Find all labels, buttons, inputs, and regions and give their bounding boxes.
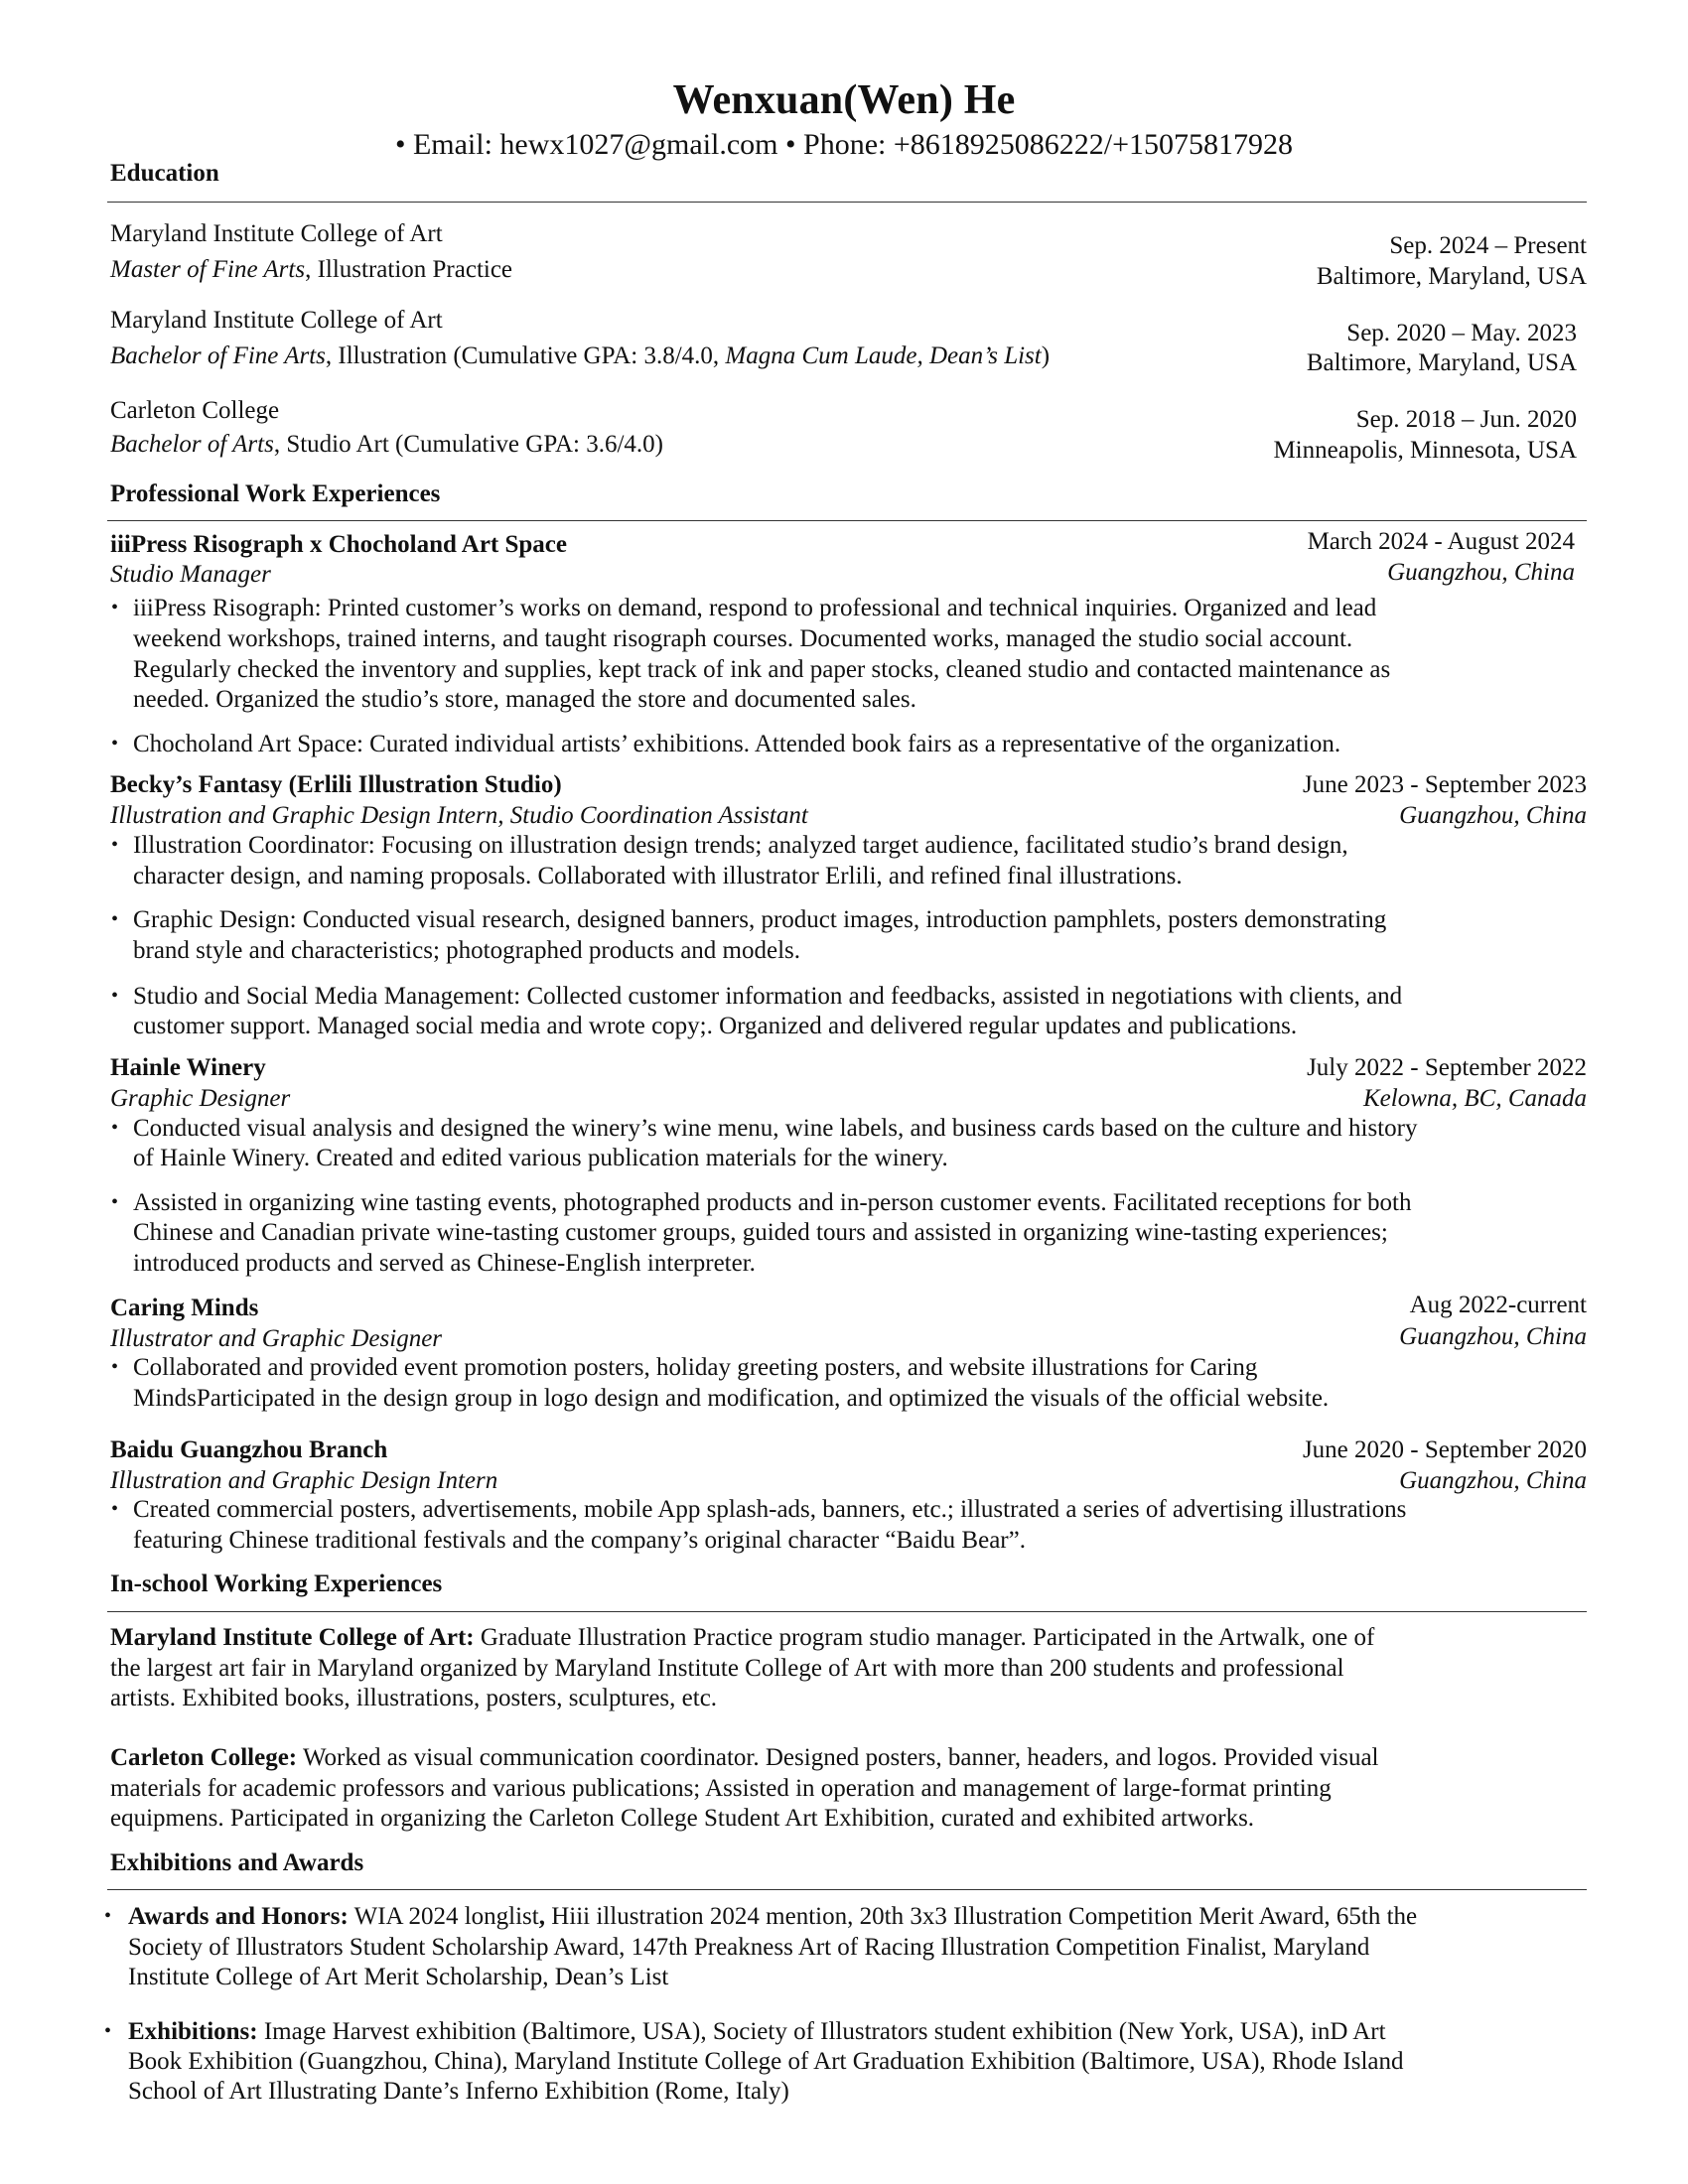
awards-heading: Exhibitions and Awards	[110, 1849, 364, 1876]
bullet-text: Chocholand Art Space: Curated individual artists’ exhibitions. Attended book fairs as a representative of the organization.	[133, 731, 1341, 757]
bullet-text: introduced products and served as Chinese-English interpreter.	[133, 1250, 756, 1277]
work-divider	[107, 520, 1587, 521]
awards-text: Institute College of Art Merit Scholarship, Dean’s List	[128, 1964, 669, 1990]
candidate-name: Wenxuan(Wen) He	[672, 77, 1016, 123]
bullet-text: MindsParticipated in the design group in logo design and modification, and optimized the visuals of the official website.	[133, 1385, 1330, 1412]
bullet-marker: •	[104, 1905, 112, 1927]
bullet-marker: •	[111, 1117, 119, 1139]
job-location: Kelowna, BC, Canada	[1362, 1085, 1587, 1112]
contact-line: • Email: hewx1027@gmail.com • Phone: +8618925086222/+15075817928	[394, 128, 1294, 161]
edu-school: Maryland Institute College of Art	[110, 307, 443, 334]
edu-degree: Bachelor of Fine Arts, Illustration (Cumulative GPA: 3.8/4.0, Magna Cum Laude, Dean’s List)	[110, 342, 1051, 369]
job-org: Baidu Guangzhou Branch	[110, 1436, 388, 1463]
inschool-text: the largest art fair in Maryland organized by Maryland Institute College of Art with more than 200 students and professional	[110, 1655, 1344, 1682]
job-dates: Aug 2022-current	[1409, 1292, 1587, 1318]
job-role: Illustrator and Graphic Designer	[110, 1325, 443, 1352]
edu-school: Maryland Institute College of Art	[110, 220, 443, 247]
inschool-item: Carleton College: Worked as visual communication coordinator. Designed posters, banner, headers, and logos. Provided visual	[110, 1744, 1379, 1771]
bullet-marker: •	[111, 1191, 119, 1213]
bullet-text: character design, and naming proposals. Collaborated with illustrator Erlili, and refined final illustrations.	[133, 863, 1183, 889]
job-dates: June 2020 - September 2020	[1302, 1436, 1587, 1463]
bullet-text: featuring Chinese traditional festivals and the company’s original character “Baidu Bear”.	[133, 1527, 1026, 1554]
exhibitions-text: School of Art Illustrating Dante’s Inferno Exhibition (Rome, Italy)	[128, 2078, 789, 2105]
job-role: Illustration and Graphic Design Intern	[110, 1467, 498, 1494]
bullet-text: Studio and Social Media Management: Collected customer information and feedbacks, assisted in negotiations with clients, and	[133, 983, 1403, 1010]
bullet-text: Illustration Coordinator: Focusing on illustration design trends; analyzed target audience, facilitated studio’s brand design,	[133, 832, 1348, 859]
job-org: Caring Minds	[110, 1295, 259, 1321]
bullet-text: Regularly checked the inventory and supplies, kept track of ink and paper stocks, cleaned studio and contacted maintenance as	[133, 656, 1391, 683]
job-dates: July 2022 - September 2022	[1307, 1054, 1587, 1081]
edu-location: Baltimore, Maryland, USA	[1316, 263, 1587, 290]
bullet-text: brand style and characteristics; photographed products and models.	[133, 937, 801, 964]
education-divider	[107, 202, 1587, 203]
exhibitions-item: Exhibitions: Image Harvest exhibition (Baltimore, USA), Society of Illustrators student exhibition (New York, USA), inD Art	[128, 2018, 1386, 2045]
job-location: Guangzhou, China	[1399, 802, 1587, 829]
bullet-marker: •	[111, 908, 119, 930]
edu-degree: Master of Fine Arts, Illustration Practice	[110, 256, 513, 283]
bullet-text: needed. Organized the studio’s store, managed the store and documented sales.	[133, 686, 916, 713]
edu-location: Minneapolis, Minnesota, USA	[1273, 437, 1577, 464]
inschool-item: Maryland Institute College of Art: Graduate Illustration Practice program studio manager. Participated in the Artwalk, one of	[110, 1624, 1375, 1651]
bullet-marker: •	[104, 2020, 112, 2042]
bullet-marker: •	[111, 834, 119, 856]
bullet-marker: •	[111, 1356, 119, 1378]
inschool-divider	[107, 1611, 1587, 1612]
job-org: Hainle Winery	[110, 1054, 266, 1081]
bullet-text: iiiPress Risograph: Printed customer’s works on demand, respond to professional and technical inquiries. Organized and lead	[133, 595, 1377, 621]
inschool-text: equipmens. Participated in organizing the Carleton College Student Art Exhibition, curated and exhibited artworks.	[110, 1805, 1255, 1832]
edu-location: Baltimore, Maryland, USA	[1306, 349, 1577, 376]
job-org: iiiPress Risograph x Chocholand Art Space	[110, 531, 567, 558]
edu-degree: Bachelor of Arts, Studio Art (Cumulative GPA: 3.6/4.0)	[110, 431, 663, 458]
bullet-text: Chinese and Canadian private wine-tasting customer groups, guided tours and assisted in organizing wine-tasting experiences;	[133, 1219, 1388, 1246]
education-heading: Education	[110, 160, 219, 187]
bullet-text: of Hainle Winery. Created and edited various publication materials for the winery.	[133, 1145, 948, 1171]
awards-item: Awards and Honors: WIA 2024 longlist, Hiii illustration 2024 mention, 20th 3x3 Illustration Competition Merit Award, 65th the	[128, 1903, 1418, 1930]
bullet-text: Graphic Design: Conducted visual research, designed banners, product images, introduction pamphlets, posters demonstrating	[133, 906, 1387, 933]
bullet-text: Assisted in organizing wine tasting events, photographed products and in-person customer events. Facilitated receptions for both	[133, 1189, 1412, 1216]
edu-dates: Sep. 2024 – Present	[1389, 232, 1587, 259]
awards-divider	[107, 1889, 1587, 1890]
job-role: Graphic Designer	[110, 1085, 291, 1112]
bullet-text: Conducted visual analysis and designed the winery’s wine menu, wine labels, and business cards based on the culture and history	[133, 1115, 1418, 1142]
edu-dates: Sep. 2020 – May. 2023	[1346, 320, 1577, 346]
bullet-text: weekend workshops, trained interns, and taught risograph courses. Documented works, managed the studio social account.	[133, 625, 1353, 652]
edu-school: Carleton College	[110, 397, 280, 424]
job-dates: March 2024 - August 2024	[1307, 528, 1575, 555]
job-dates: June 2023 - September 2023	[1302, 771, 1587, 798]
bullet-marker: •	[111, 1498, 119, 1520]
bullet-marker: •	[111, 985, 119, 1007]
job-org: Becky’s Fantasy (Erlili Illustration Studio)	[110, 771, 562, 798]
bullet-text: customer support. Managed social media and wrote copy;. Organized and delivered regular updates and publications.	[133, 1013, 1298, 1039]
bullet-text: Created commercial posters, advertisements, mobile App splash-ads, banners, etc.; illustrated a series of advertising illustrations	[133, 1496, 1407, 1523]
bullet-marker: •	[111, 597, 119, 618]
bullet-text: Collaborated and provided event promotion posters, holiday greeting posters, and website illustrations for Caring	[133, 1354, 1258, 1381]
exhibitions-text: Book Exhibition (Guangzhou, China), Maryland Institute College of Art Graduation Exhibition (Baltimore, USA), Rhode Island	[128, 2048, 1404, 2075]
job-location: Guangzhou, China	[1399, 1467, 1587, 1494]
inschool-heading: In-school Working Experiences	[110, 1570, 443, 1597]
bullet-marker: •	[111, 733, 119, 754]
edu-dates: Sep. 2018 – Jun. 2020	[1355, 406, 1577, 433]
work-heading: Professional Work Experiences	[110, 480, 441, 507]
inschool-text: materials for academic professors and various publications; Assisted in operation and management of large-format printing	[110, 1775, 1332, 1802]
job-location: Guangzhou, China	[1399, 1323, 1587, 1350]
inschool-text: artists. Exhibited books, illustrations, posters, sculptures, etc.	[110, 1685, 718, 1711]
job-role: Illustration and Graphic Design Intern, Studio Coordination Assistant	[110, 802, 808, 829]
awards-text: Society of Illustrators Student Scholarship Award, 147th Preakness Art of Racing Illustration Competition Finalist, Maryland	[128, 1934, 1370, 1961]
job-role: Studio Manager	[110, 561, 271, 588]
job-location: Guangzhou, China	[1387, 559, 1575, 586]
